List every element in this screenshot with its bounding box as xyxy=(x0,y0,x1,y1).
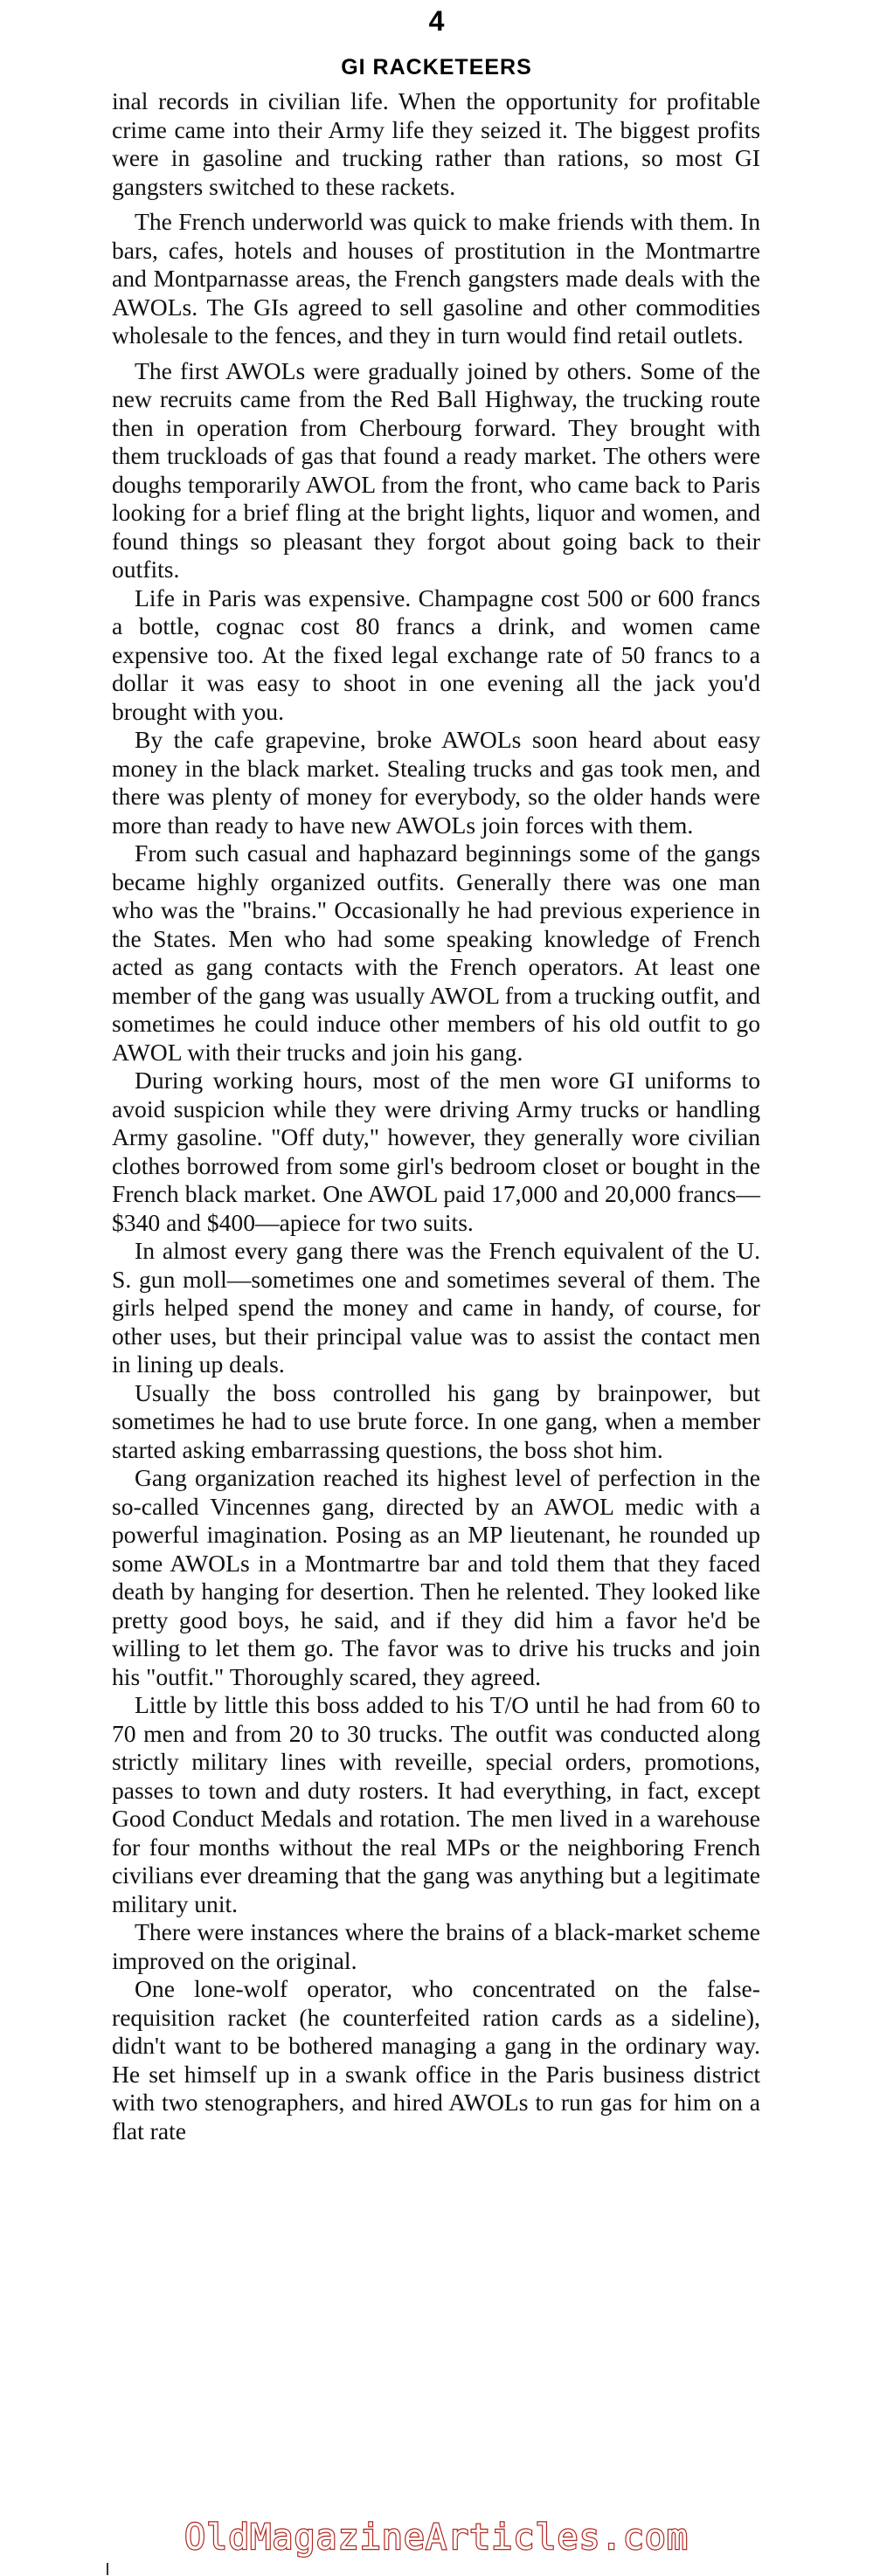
article-body xyxy=(112,87,760,2145)
article-header: GI RACKETEERS xyxy=(341,55,532,79)
paragraph-3: The first AWOLs were gradually joined by others. Some of the new recruits came from the Red Ball Highway, the trucking route then in operation from Cherbourg forward. They brought with them truckloads of gas that found a ready market. The others were doughs temporarily AWOL from the front, who came back to Paris looking for a brief fling at the bright lights, liquor and women, and found things so pleasant they forgot about going back to their outfits. xyxy=(112,356,760,583)
paragraph-13: One lone-wolf operator, who concentrated on the false-requisition racket (he counterfeited ration cards as a sideline), didn't want to be bothered managing a gang in the ordinary way. He set himself up in a swank office in the Paris business district with two stenographers, and hired AWOLs to run gas for him on a flat rate xyxy=(112,1975,760,2144)
paragraph-6: From such casual and haphazard beginnings some of the gangs became highly organized outfits. Generally there was one man who was the "brains." Occasionally he had previous experience in the States. Men who had some speaking knowledge of French acted as gang contacts with the French operators. At least one member of the gang was usually AWOL from a trucking outfit, and sometimes he could induce other members of his old outfit to go AWOL with their trucks and join his gang. xyxy=(112,839,760,1066)
paragraph-7: During working hours, most of the men wore GI uniforms to avoid suspicion while they were driving Army trucks or handling Army gasoline. "Off duty," however, they generally wore civilian clothes borrowed from some girl's bedroom closet or bought in the French black market. One AWOL paid 17,000 and 20,000 francs—$340 and $400—apiece for two suits. xyxy=(112,1067,760,1236)
paragraph-4: Life in Paris was expensive. Champagne cost 500 or 600 francs a bottle, cognac cost 80 francs a drink, and women came expensive too. At the fixed legal exchange rate of 50 francs to a dollar it was easy to shoot in one evening all the jack you'd brought with you. xyxy=(112,584,760,725)
paragraph-2: The French underworld was quick to make friends with them. In bars, cafes, hotels and houses of prostitution in the Montmartre and Montparnasse areas, the French gangsters made deals with the AWOLs. The GIs agreed to sell gasoline and other commodities wholesale to the fences, and they in turn would find retail outlets. xyxy=(112,208,760,349)
paragraph-1: inal records in civilian life. When the opportunity for profitable crime came into their Army life they seized it. The biggest profits were in gasoline and trucking rather than rations, so most GI gangsters switched to these rackets. xyxy=(112,87,760,200)
paragraph-12: There were instances where the brains of a black-market scheme improved on the original. xyxy=(112,1918,760,1974)
paragraph-10: Gang organization reached its highest level of perfection in the so-called Vincennes gang, directed by an AWOL medic with a powerful imagination. Posing as an MP lieutenant, he rounded up some AWOLs in a Montmartre bar and told them that they faced death by hanging for desertion. Then he relented. They looked like pretty good boys, he said, and if they did him a favor he'd be willing to let them go. The favor was to drive his trucks and join his "outfit." Thoroughly scared, they agreed. xyxy=(112,1464,760,1690)
footer-credit-watermark[interactable]: OldMagazineArticles.com xyxy=(184,2517,689,2558)
paragraph-8: In almost every gang there was the French equivalent of the U. S. gun moll—sometimes one and sometimes several of them. The girls helped spend the money and came in handy, of course, for other uses, but their principal value was to assist the contact men in lining up deals. xyxy=(112,1237,760,1378)
paragraph-9: Usually the boss controlled his gang by brainpower, but sometimes he had to use brute force. In one gang, when a member started asking embarrassing questions, the boss shot him. xyxy=(112,1378,760,1463)
paragraph-11: Little by little this boss added to his T/O until he had from 60 to 70 men and from 20 to 30 trucks. The outfit was conducted along strictly military lines with reveille, special orders, promotions, passes to town and duty rosters. It had everything, in fact, except Good Conduct Medals and rotation. The men lived in a warehouse for four months without the real MPs or the neighboring French civilians ever dreaming that the gang was anything but a legitimate military unit. xyxy=(112,1691,760,1917)
page-number: 4 xyxy=(428,5,445,37)
paragraph-5: By the cafe grapevine, broke AWOLs soon heard about easy money in the black market. Stealing trucks and gas took men, and there was plenty of money for everybody, so the older hands were more than ready to have new AWOLs join forces with them. xyxy=(112,726,760,839)
page-edge-mark xyxy=(107,2563,108,2575)
